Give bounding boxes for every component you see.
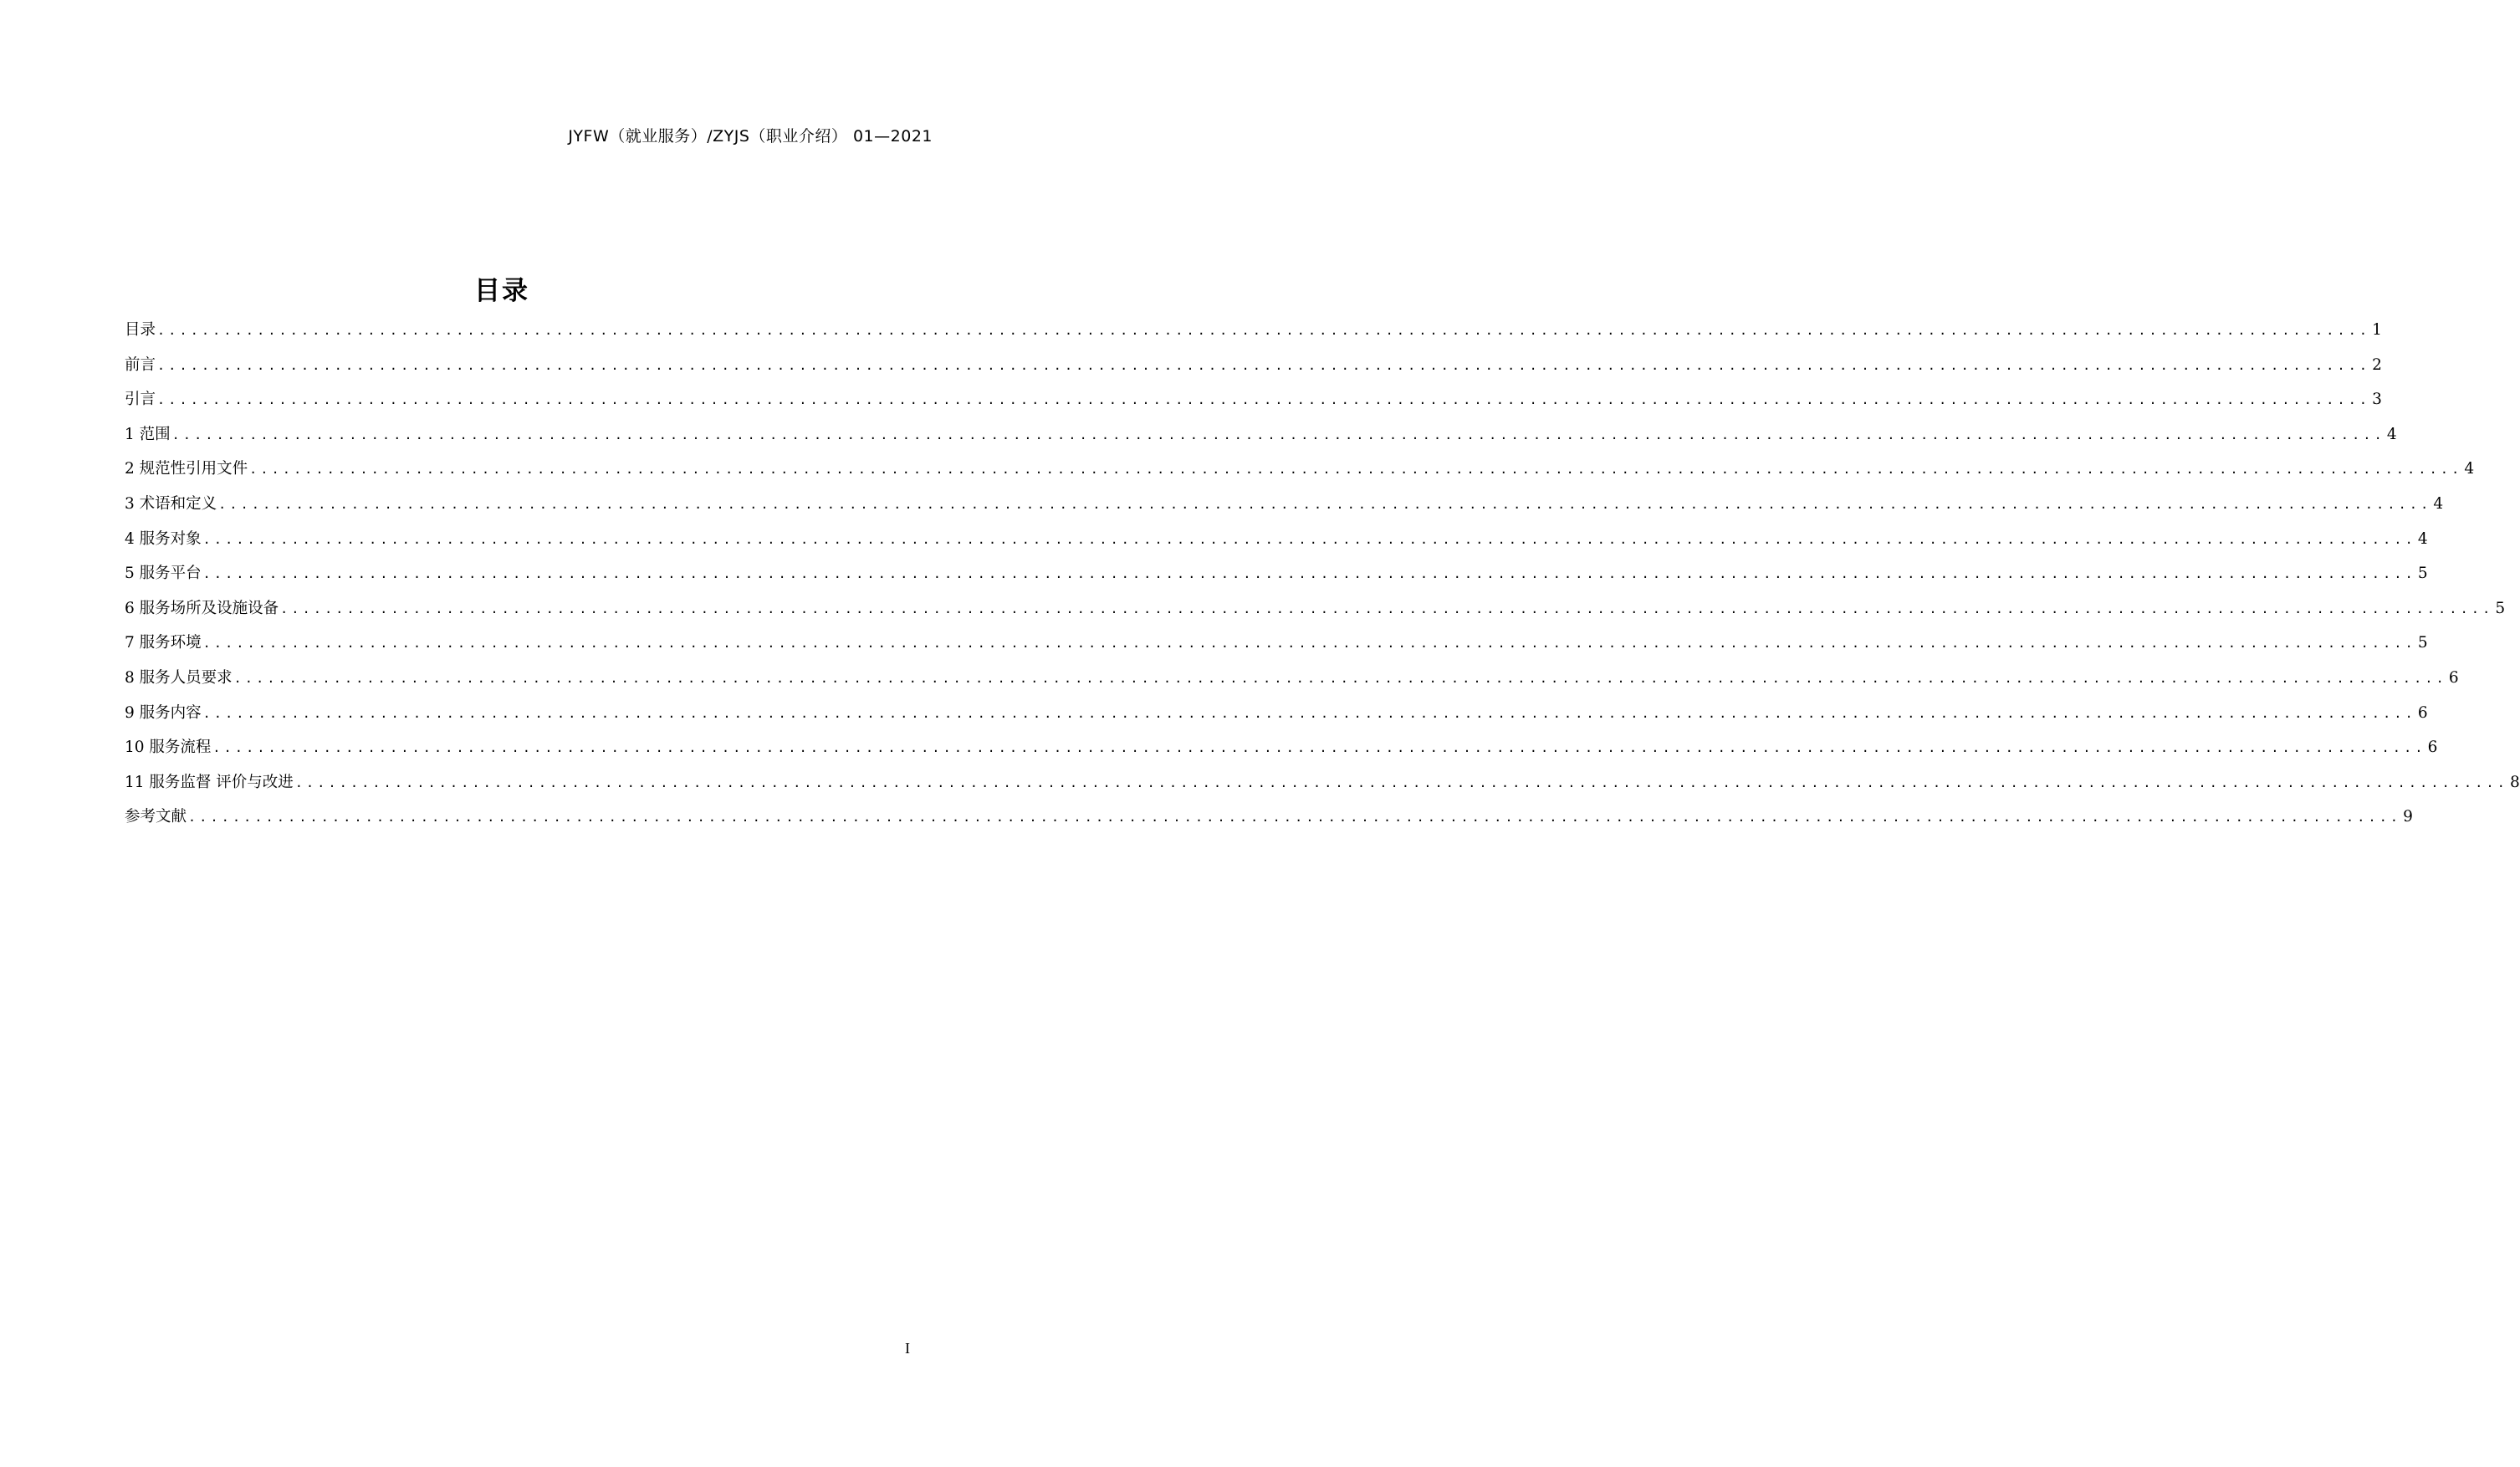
toc-entry-label: 7 服务环境 [125, 634, 202, 652]
toc-entry-staff-requirements[interactable] [125, 661, 2459, 696]
toc-leader-dots: ........................................................................................................................................................................................................ [202, 566, 2416, 582]
toc-entry-page: 5 [2417, 634, 2428, 652]
toc-entry-label: 1 范围 [125, 425, 171, 443]
toc-entry-label: 引言 [125, 391, 156, 409]
toc-entry-label: 参考文献 [125, 808, 187, 826]
toc-entry-normative-references[interactable] [125, 452, 2475, 487]
toc-leader-dots: ........................................................................................................................................................................................................ [249, 462, 2463, 478]
toc-leader-dots: ........................................................................................................................................................................................................ [157, 357, 2371, 373]
toc-leader-dots: ........................................................................................................................................................................................................ [212, 740, 2426, 756]
toc-entry-label: 5 服务平台 [125, 565, 202, 583]
toc-entry-service-facilities[interactable] [125, 591, 2506, 626]
toc-entry-foreword[interactable] [125, 348, 2382, 383]
toc-entry-bibliography[interactable] [125, 800, 2413, 835]
toc-entry-service-objects[interactable] [125, 522, 2428, 557]
toc-leader-dots: ........................................................................................................................................................................................................ [294, 774, 2508, 790]
toc-entry-scope[interactable] [125, 417, 2397, 452]
toc-leader-dots: ........................................................................................................................................................................................................ [157, 392, 2371, 408]
toc-entry-page: 5 [2417, 565, 2428, 583]
toc-entry-service-platform[interactable] [125, 556, 2428, 591]
toc-entry-page: 4 [2386, 425, 2397, 443]
page-number: I [905, 1340, 910, 1357]
toc-leader-dots: ........................................................................................................................................................................................................ [202, 531, 2416, 547]
toc-leader-dots: ........................................................................................................................................................................................................ [171, 427, 2385, 442]
toc-entry-service-content[interactable] [125, 696, 2428, 731]
toc-entry-page: 6 [2417, 703, 2428, 722]
toc-leader-dots: ........................................................................................................................................................................................................ [188, 810, 2402, 826]
toc-entry-service-environment[interactable] [125, 626, 2428, 661]
toc-entry-label: 11 服务监督 评价与改进 [125, 773, 294, 791]
toc-leader-dots: ........................................................................................................................................................................................................ [280, 601, 2494, 616]
toc-entry-label: 8 服务人员要求 [125, 668, 233, 687]
toc-entry-page: 1 [2372, 321, 2382, 339]
toc-entry-label: 9 服务内容 [125, 703, 202, 722]
toc-entry-page: 8 [2509, 773, 2520, 791]
toc-entry-page: 6 [2427, 739, 2438, 757]
toc-entry-label: 前言 [125, 355, 156, 374]
toc-entry-page: 4 [2433, 494, 2444, 513]
toc-leader-dots: ........................................................................................................................................................................................................ [202, 705, 2416, 721]
table-of-contents [125, 313, 2520, 835]
toc-entry-label: 2 规范性引用文件 [125, 460, 248, 478]
toc-entry-supervision-evaluation[interactable] [125, 765, 2520, 800]
toc-entry-page: 9 [2403, 808, 2413, 826]
toc-entry-label: 3 术语和定义 [125, 494, 217, 513]
toc-entry-service-process[interactable] [125, 730, 2438, 765]
toc-leader-dots: ........................................................................................................................................................................................................ [218, 496, 2432, 512]
toc-entry-label: 4 服务对象 [125, 529, 202, 548]
toc-leader-dots: ........................................................................................................................................................................................................ [233, 670, 2447, 686]
toc-leader-dots: ........................................................................................................................................................................................................ [157, 323, 2371, 338]
toc-entry-label: 6 服务场所及设施设备 [125, 599, 279, 617]
standard-code-header: JYFW（就业服务）/ZYJS（职业介绍） 01—2021 [568, 127, 933, 146]
toc-entry-page: 6 [2448, 668, 2459, 687]
toc-title: 目录 [474, 276, 529, 306]
toc-entry-label: 10 服务流程 [125, 739, 212, 757]
toc-entry-page: 4 [2417, 529, 2428, 548]
toc-entry-terms-definitions[interactable] [125, 487, 2444, 522]
toc-entry-page: 4 [2464, 460, 2475, 478]
toc-leader-dots: ........................................................................................................................................................................................................ [202, 636, 2416, 652]
toc-entry-page: 2 [2372, 355, 2382, 374]
toc-entry-introduction[interactable] [125, 382, 2382, 417]
toc-entry-page: 5 [2495, 599, 2506, 617]
toc-entry-label: 目录 [125, 321, 156, 339]
toc-entry-toc[interactable] [125, 313, 2382, 348]
toc-entry-page: 3 [2372, 391, 2382, 409]
